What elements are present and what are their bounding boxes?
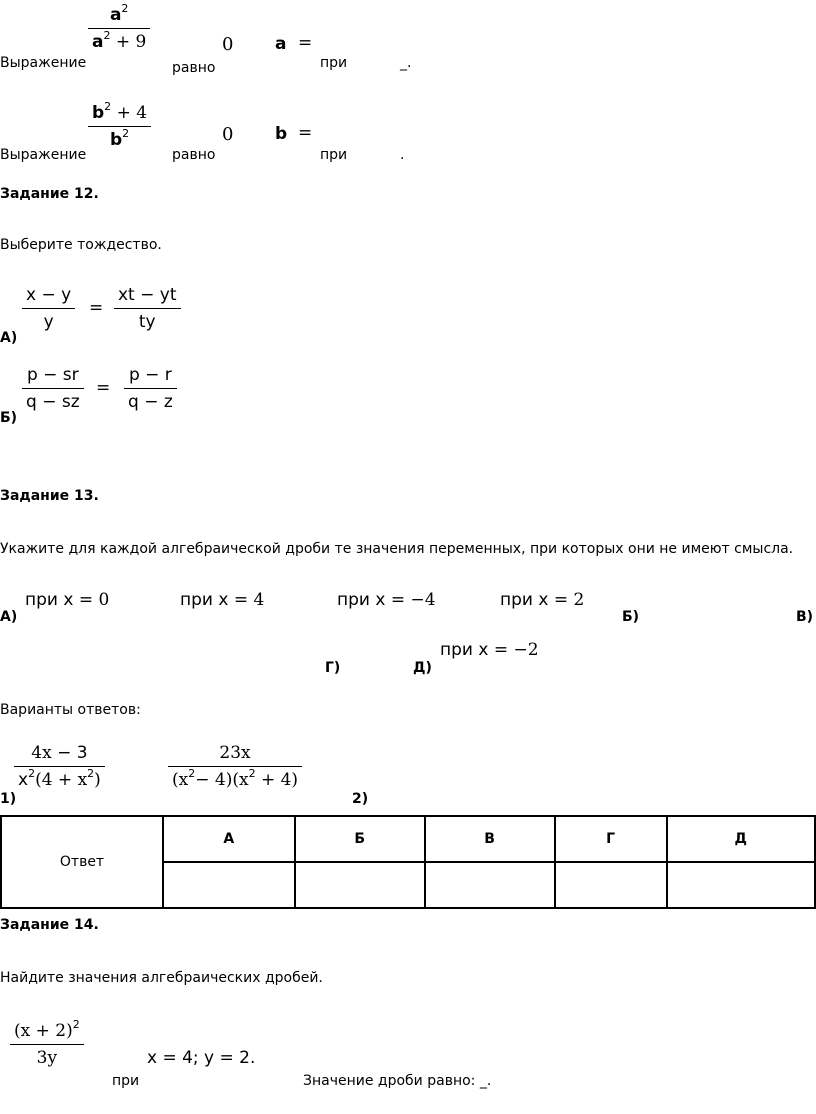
at-word: при xyxy=(112,1073,140,1089)
answer-cell-a[interactable] xyxy=(163,862,295,908)
header-g: Г xyxy=(555,816,667,862)
fraction-left-b xyxy=(22,362,84,415)
variants-heading: Варианты ответов: xyxy=(0,702,141,718)
equals-sign: = xyxy=(298,33,313,53)
label-b: Б) xyxy=(622,609,640,625)
variable-a: a xyxy=(275,34,287,54)
answer-cell-b[interactable] xyxy=(295,862,425,908)
equals-sign: = xyxy=(96,378,111,398)
condition-1: при x = 0 xyxy=(25,590,110,610)
task13-prompt: Укажите для каждой алгебраической дроби те значения переменных, при которых они не имеют смысла. xyxy=(0,541,794,557)
option-a-label: А) xyxy=(0,330,18,346)
task14-title: Задание 14. xyxy=(0,917,99,933)
label-g: Г) xyxy=(325,660,341,676)
fraction-b xyxy=(88,100,151,153)
line1-prefix: Выражение xyxy=(0,55,87,71)
label-v: В) xyxy=(796,609,814,625)
fraction-denominator: $b^2$ xyxy=(109,127,130,150)
fraction-numerator: 23x xyxy=(219,743,251,763)
header-d: Д xyxy=(667,816,815,862)
equals-word: равно xyxy=(172,60,216,76)
header-b: Б xyxy=(295,816,425,862)
fraction-denominator: $a^2 + 9$ xyxy=(92,29,147,52)
fraction-numerator: $b^2 + 4$ xyxy=(92,100,148,123)
answer-cell-d[interactable] xyxy=(667,862,815,908)
equals-sign: = xyxy=(89,298,104,318)
task13-title: Задание 13. xyxy=(0,488,99,504)
header-v: В xyxy=(425,816,555,862)
equals-sign: = xyxy=(298,123,313,143)
condition-5: при x = −2 xyxy=(440,640,539,660)
fraction-numerator: $(x + 2)^2$ xyxy=(14,1018,80,1041)
task14-fraction xyxy=(10,1018,84,1071)
header-a: А xyxy=(163,816,295,862)
fraction-numerator: p − sr xyxy=(26,365,79,385)
answer-cell-g[interactable] xyxy=(555,862,667,908)
option-2-label: 2) xyxy=(352,791,369,807)
fraction-a xyxy=(88,2,150,55)
fraction-right-a xyxy=(114,282,181,335)
fraction-numerator: xt − yt xyxy=(118,285,177,305)
line2-prefix: Выражение xyxy=(0,147,87,163)
fraction-denominator: $(x^2- 4)(x^2 + 4)$ xyxy=(172,767,299,790)
answer-table xyxy=(0,815,816,909)
equals-word: равно xyxy=(172,147,216,163)
task14-result: Значение дроби равно: _. xyxy=(303,1073,492,1089)
task12-prompt: Выберите тождество. xyxy=(0,237,162,253)
zero-value: 0 xyxy=(222,124,234,145)
fraction-numerator: $a^2$ xyxy=(109,2,129,25)
task12-title: Задание 12. xyxy=(0,186,99,202)
label-d: Д) xyxy=(413,660,432,676)
condition-3: при x = −4 xyxy=(337,590,436,610)
at-word: при xyxy=(320,55,348,71)
fraction-denominator: ty xyxy=(138,312,156,332)
fraction-numerator: 4x − 3 xyxy=(31,743,88,763)
variable-b: b xyxy=(275,124,288,144)
condition-4: при x = 2 xyxy=(500,590,585,610)
option-2-fraction xyxy=(168,740,302,793)
option-b-label: Б) xyxy=(0,410,18,426)
task14-condition: x = 4; y = 2. xyxy=(147,1048,256,1068)
fraction-numerator: x − y xyxy=(26,285,72,305)
at-word: при xyxy=(320,147,348,163)
fraction-denominator: q − z xyxy=(128,392,173,412)
fraction-denominator: 3y xyxy=(36,1048,58,1068)
option-1-fraction xyxy=(14,740,105,793)
fraction-denominator: $x^2(4 + x^2)$ xyxy=(18,767,101,790)
label-a: А) xyxy=(0,609,18,625)
fraction-right-b xyxy=(124,362,177,415)
fraction-denominator: y xyxy=(43,312,54,332)
fraction-denominator: q − sz xyxy=(26,392,80,412)
condition-2: при x = 4 xyxy=(180,590,265,610)
option-1-label: 1) xyxy=(0,791,17,807)
fraction-numerator: p − r xyxy=(128,365,172,385)
answer-blank: _. xyxy=(400,55,412,71)
answer-cell-v[interactable] xyxy=(425,862,555,908)
fraction-left-a xyxy=(22,282,75,335)
zero-value: 0 xyxy=(222,34,234,55)
task14-prompt: Найдите значения алгебраических дробей. xyxy=(0,970,323,986)
answer-row-label: Ответ xyxy=(1,816,163,908)
answer-blank: . xyxy=(400,147,405,163)
